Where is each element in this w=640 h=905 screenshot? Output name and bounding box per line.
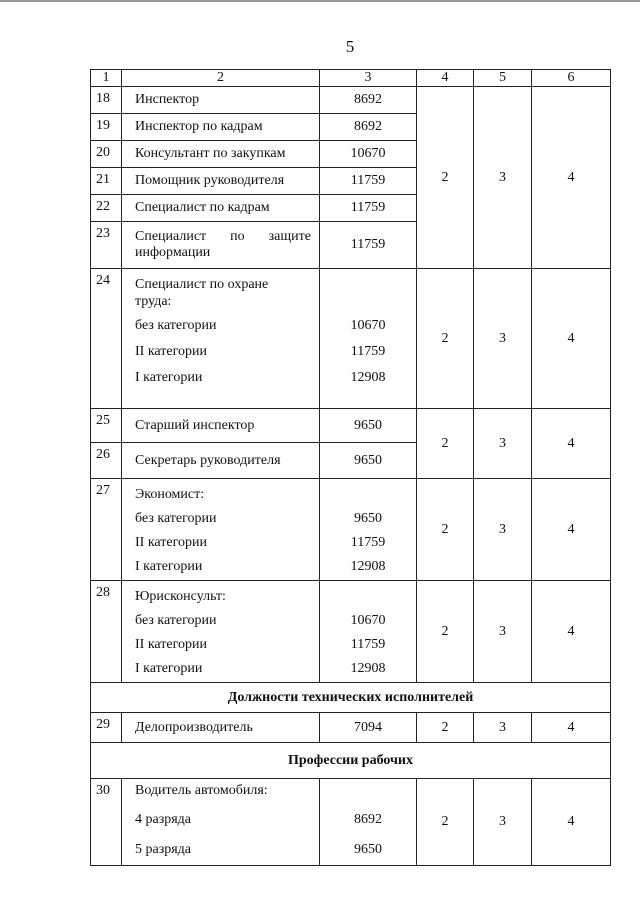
position-name: Консультант по закупкам — [122, 141, 320, 168]
category-salary: 9650 — [354, 842, 382, 857]
header-cell: 3 — [320, 70, 417, 87]
header-cell: 2 — [122, 70, 320, 87]
section-row — [91, 683, 611, 713]
row-number: 28 — [91, 581, 122, 683]
section-title: Профессии рабочих — [91, 743, 611, 779]
position-name: Секретарь руководителя — [122, 443, 320, 479]
category-label: без категории — [135, 318, 217, 333]
group-col6: 4 — [532, 581, 611, 683]
category-label: I категории — [135, 661, 203, 676]
category-salary: 12908 — [350, 370, 386, 385]
category-label: без категории — [135, 613, 217, 628]
row-number: 26 — [91, 443, 122, 479]
position-name — [122, 222, 320, 269]
row-number: 25 — [91, 409, 122, 443]
row-number: 27 — [91, 479, 122, 581]
group-col4: 2 — [417, 581, 474, 683]
group-col5: 3 — [474, 409, 532, 479]
salary — [320, 269, 417, 409]
group-col5: 3 — [474, 87, 532, 269]
position-name — [122, 581, 320, 683]
positions-table — [90, 69, 611, 866]
category-salary: 11759 — [350, 344, 386, 359]
group-col4: 2 — [417, 409, 474, 479]
group-col4: 2 — [417, 779, 474, 866]
group-col5: 3 — [474, 479, 532, 581]
category-label: II категории — [135, 344, 207, 359]
header-cell: 6 — [532, 70, 611, 87]
row-number: 21 — [91, 168, 122, 195]
salary: 8692 — [320, 114, 417, 141]
table-row — [91, 713, 611, 743]
salary — [320, 581, 417, 683]
group-col6: 4 — [532, 713, 611, 743]
position-name: Делопроизводитель — [122, 713, 320, 743]
position-name-line: труда: — [135, 294, 172, 309]
salary — [320, 479, 417, 581]
position-name-line: Специалист по защите — [135, 229, 311, 244]
page-number: 5 — [345, 37, 355, 56]
top-rule — [0, 0, 640, 2]
salary: 9650 — [320, 409, 417, 443]
position-name: Инспектор — [122, 87, 320, 114]
table-row — [91, 87, 611, 114]
group-col5: 3 — [474, 581, 532, 683]
category-salary: 8692 — [354, 812, 382, 827]
category-salary: 11759 — [350, 637, 386, 652]
category-label: без категории — [135, 511, 217, 526]
header-cell: 5 — [474, 70, 532, 87]
category-salary: 12908 — [350, 661, 386, 676]
position-name: Инспектор по кадрам — [122, 114, 320, 141]
position-name-line: Водитель автомобиля: — [135, 783, 268, 798]
category-label: I категории — [135, 370, 203, 385]
position-name: Старший инспектор — [122, 409, 320, 443]
table-row — [91, 409, 611, 443]
header-row — [91, 70, 611, 87]
table-row — [91, 479, 611, 581]
group-col6: 4 — [532, 479, 611, 581]
row-number: 19 — [91, 114, 122, 141]
position-name-line: Специалист по охране — [135, 277, 269, 292]
row-number: 22 — [91, 195, 122, 222]
row-number: 29 — [91, 713, 122, 743]
group-col6: 4 — [532, 269, 611, 409]
category-label: 5 разряда — [135, 842, 192, 857]
salary: 9650 — [320, 443, 417, 479]
group-col4: 2 — [417, 479, 474, 581]
row-number: 30 — [91, 779, 122, 866]
category-label: I категории — [135, 559, 203, 574]
row-number: 18 — [91, 87, 122, 114]
group-col6: 4 — [532, 779, 611, 866]
group-col5: 3 — [474, 269, 532, 409]
group-col4: 2 — [417, 713, 474, 743]
group-col5: 3 — [474, 713, 532, 743]
salary: 11759 — [320, 222, 417, 269]
position-name: Помощник руководителя — [122, 168, 320, 195]
section-title: Должности технических исполнителей — [91, 683, 611, 713]
group-col6: 4 — [532, 409, 611, 479]
salary: 11759 — [320, 195, 417, 222]
category-salary: 11759 — [350, 535, 386, 550]
row-number: 24 — [91, 269, 122, 409]
category-salary: 9650 — [354, 511, 382, 526]
salary: 7094 — [320, 713, 417, 743]
row-number: 23 — [91, 222, 122, 269]
group-col4: 2 — [417, 269, 474, 409]
group-col6: 4 — [532, 87, 611, 269]
header-cell: 1 — [91, 70, 122, 87]
table-row — [91, 269, 611, 409]
section-row — [91, 743, 611, 779]
table-row — [91, 581, 611, 683]
category-salary: 12908 — [350, 559, 386, 574]
position-name — [122, 479, 320, 581]
row-number: 20 — [91, 141, 122, 168]
salary — [320, 779, 417, 866]
category-label: II категории — [135, 535, 207, 550]
category-salary: 10670 — [350, 318, 386, 333]
position-name — [122, 779, 320, 866]
salary: 11759 — [320, 168, 417, 195]
position-name: Специалист по кадрам — [122, 195, 320, 222]
position-name-line: информации — [135, 245, 211, 260]
salary: 8692 — [320, 87, 417, 114]
position-name-line: Экономист: — [135, 487, 205, 502]
position-name — [122, 269, 320, 409]
category-salary: 10670 — [350, 613, 386, 628]
category-label: 4 разряда — [135, 812, 192, 827]
table-row — [91, 779, 611, 866]
group-col4: 2 — [417, 87, 474, 269]
salary: 10670 — [320, 141, 417, 168]
group-col5: 3 — [474, 779, 532, 866]
category-label: II категории — [135, 637, 207, 652]
header-cell: 4 — [417, 70, 474, 87]
position-name-line: Юрисконсульт: — [135, 589, 226, 604]
